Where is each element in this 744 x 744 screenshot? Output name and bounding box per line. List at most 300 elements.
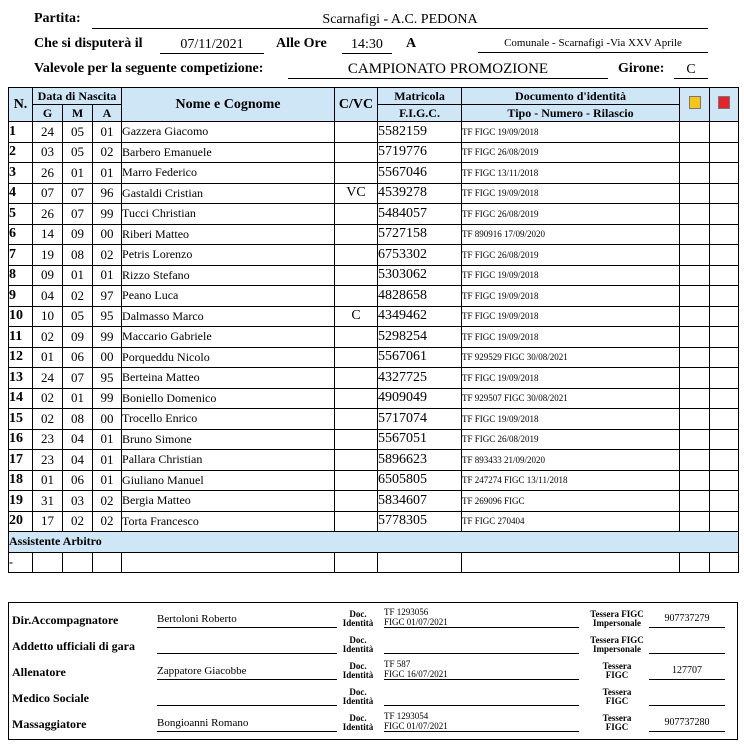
red-card-cell xyxy=(710,511,739,532)
captain-flag xyxy=(335,409,378,430)
documento-identita: TF FIGC 26/08/2019 xyxy=(462,204,680,225)
captain-flag xyxy=(335,327,378,348)
row-number: 15 xyxy=(9,409,33,430)
red-card-cell xyxy=(710,409,739,430)
documento-identita: TF FIGC 13/11/2018 xyxy=(462,163,680,184)
captain-flag xyxy=(335,265,378,286)
matricola-figc: 4909049 xyxy=(378,388,462,409)
row-number: 1 xyxy=(9,122,33,143)
table-row xyxy=(9,142,739,163)
birth-day: 23 xyxy=(33,429,63,450)
doc-label-line1: Doc. xyxy=(349,635,367,645)
birth-day: 09 xyxy=(33,265,63,286)
doc-identita-label xyxy=(339,610,377,628)
documento-identita: TF 893433 21/09/2020 xyxy=(462,450,680,471)
col-red-header xyxy=(710,88,739,122)
birth-year: 01 xyxy=(93,429,122,450)
staff-role-label: Medico Sociale xyxy=(12,691,89,705)
staff-row xyxy=(9,685,739,711)
birth-year: 99 xyxy=(93,327,122,348)
tessera-label-line2: FIGC xyxy=(605,696,629,706)
birth-month: 05 xyxy=(63,142,93,163)
birth-year: 01 xyxy=(93,470,122,491)
yellow-card-cell xyxy=(680,368,710,389)
doc-label-line1: Doc. xyxy=(349,661,367,671)
tessera-label xyxy=(584,610,650,628)
girone-label: Girone: xyxy=(618,61,665,76)
birth-day: 10 xyxy=(33,306,63,327)
captain-flag xyxy=(335,388,378,409)
birth-day: 03 xyxy=(33,142,63,163)
staff-section xyxy=(8,602,738,740)
assistente-entry-row xyxy=(9,552,739,573)
captain-flag xyxy=(335,204,378,225)
birth-year: 95 xyxy=(93,306,122,327)
table-row xyxy=(9,368,739,389)
birth-month: 02 xyxy=(63,286,93,307)
table-cell xyxy=(462,552,680,573)
red-card-cell xyxy=(710,388,739,409)
yellow-card-cell xyxy=(680,142,710,163)
col-n-header: N. xyxy=(9,88,33,122)
staff-role-label: Dir.Accompagnatore xyxy=(12,613,119,627)
doc-identita-label xyxy=(339,714,377,732)
table-cell xyxy=(378,552,462,573)
row-number: 7 xyxy=(9,245,33,266)
birth-day: 02 xyxy=(33,327,63,348)
doc-identita-value xyxy=(384,659,579,680)
doc-identita-label xyxy=(339,688,377,706)
yellow-card-cell xyxy=(680,388,710,409)
doc-label-line2: Identità xyxy=(342,618,374,628)
table-row xyxy=(9,327,739,348)
player-name: Bergia Matteo xyxy=(122,491,335,512)
captain-flag xyxy=(335,163,378,184)
captain-flag xyxy=(335,368,378,389)
birth-month: 07 xyxy=(63,183,93,204)
staff-row xyxy=(9,659,739,685)
table-row xyxy=(9,491,739,512)
staff-row xyxy=(9,607,739,633)
table-row xyxy=(9,388,739,409)
row-number: 18 xyxy=(9,470,33,491)
competizione-value: CAMPIONATO PROMOZIONE xyxy=(288,61,608,79)
staff-name-value: Bertoloni Roberto xyxy=(157,613,337,628)
captain-flag xyxy=(335,245,378,266)
red-card-cell xyxy=(710,122,739,143)
doc-line1: TF 1293054 xyxy=(384,711,429,721)
birth-day: 26 xyxy=(33,163,63,184)
doc-identita-label xyxy=(339,636,377,654)
ore-label: Alle Ore xyxy=(276,36,327,51)
tessera-label xyxy=(584,636,650,654)
doc-label-line2: Identità xyxy=(342,696,374,706)
row-number: 5 xyxy=(9,204,33,225)
red-card-cell xyxy=(710,327,739,348)
player-name: Berteina Matteo xyxy=(122,368,335,389)
tessera-label-line2: Impersonale xyxy=(593,618,641,628)
matricola-figc: 5298254 xyxy=(378,327,462,348)
birth-day: 31 xyxy=(33,491,63,512)
documento-identita: TF 929529 FIGC 30/08/2021 xyxy=(462,347,680,368)
player-name: Torta Francesco xyxy=(122,511,335,532)
col-figc-header: F.I.G.C. xyxy=(378,105,462,122)
table-row xyxy=(9,265,739,286)
birth-month: 06 xyxy=(63,347,93,368)
captain-flag xyxy=(335,347,378,368)
doc-identita-label xyxy=(339,662,377,680)
matricola-figc: 5834607 xyxy=(378,491,462,512)
doc-label-line1: Doc. xyxy=(349,609,367,619)
table-row xyxy=(9,511,739,532)
girone-value: C xyxy=(674,61,708,79)
matricola-figc: 5567051 xyxy=(378,429,462,450)
assistente-label: Assistente Arbitro xyxy=(9,532,739,553)
table-row xyxy=(9,245,739,266)
captain-flag xyxy=(335,491,378,512)
doc-line1: TF 587 xyxy=(384,659,411,669)
row-number: 14 xyxy=(9,388,33,409)
yellow-card-cell xyxy=(680,429,710,450)
tessera-label-line1: Tessera FIGC xyxy=(590,609,644,619)
yellow-card-cell xyxy=(680,245,710,266)
documento-identita: TF FIGC 19/09/2018 xyxy=(462,286,680,307)
birth-day: 19 xyxy=(33,245,63,266)
player-name: Gastaldi Cristian xyxy=(122,183,335,204)
birth-day: 02 xyxy=(33,388,63,409)
doc-identita-value xyxy=(384,607,579,628)
table-row xyxy=(9,347,739,368)
yellow-card-cell xyxy=(680,511,710,532)
table-row xyxy=(9,163,739,184)
birth-day: 26 xyxy=(33,204,63,225)
red-card-cell xyxy=(710,265,739,286)
player-name: Dalmasso Marco xyxy=(122,306,335,327)
table-header-row-1 xyxy=(9,88,739,105)
birth-day: 14 xyxy=(33,224,63,245)
col-m-header: M xyxy=(63,105,93,122)
match-sheet xyxy=(8,5,738,740)
birth-month: 07 xyxy=(63,204,93,225)
matricola-figc: 5778305 xyxy=(378,511,462,532)
documento-identita: TF FIGC 19/09/2018 xyxy=(462,265,680,286)
partita-label: Partita: xyxy=(34,11,81,26)
captain-flag: VC xyxy=(335,183,378,204)
birth-year: 01 xyxy=(93,265,122,286)
documento-identita: TF FIGC 19/09/2018 xyxy=(462,327,680,348)
staff-row xyxy=(9,633,739,659)
red-card-cell xyxy=(710,163,739,184)
matricola-figc: 4327725 xyxy=(378,368,462,389)
tessera-label-line1: Tessera xyxy=(602,713,632,723)
birth-day: 01 xyxy=(33,470,63,491)
matricola-figc: 5303062 xyxy=(378,265,462,286)
table-cell xyxy=(335,552,378,573)
birth-year: 99 xyxy=(93,388,122,409)
matricola-figc: 4539278 xyxy=(378,183,462,204)
birth-month: 04 xyxy=(63,429,93,450)
captain-flag xyxy=(335,470,378,491)
doc-identita-value xyxy=(384,711,579,732)
staff-role-label: Addetto ufficiali di gara xyxy=(12,639,135,653)
tessera-value xyxy=(649,691,725,706)
staff-role-label: Massaggiatore xyxy=(12,717,87,731)
red-card-cell xyxy=(710,142,739,163)
birth-month: 01 xyxy=(63,163,93,184)
table-row xyxy=(9,409,739,430)
matricola-figc: 6753302 xyxy=(378,245,462,266)
matricola-figc: 5896623 xyxy=(378,450,462,471)
doc-label-line2: Identità xyxy=(342,644,374,654)
red-card-cell xyxy=(710,204,739,225)
red-card-cell xyxy=(710,450,739,471)
matricola-figc: 4349462 xyxy=(378,306,462,327)
birth-year: 00 xyxy=(93,409,122,430)
red-card-cell xyxy=(710,429,739,450)
birth-day: 01 xyxy=(33,347,63,368)
staff-role-label: Allenatore xyxy=(12,665,66,679)
col-nome-header: Nome e Cognome xyxy=(122,88,335,122)
assistente-dash: - xyxy=(9,552,33,573)
row-number: 12 xyxy=(9,347,33,368)
yellow-card-cell xyxy=(680,204,710,225)
yellow-card-cell xyxy=(680,470,710,491)
assistente-row xyxy=(9,532,739,553)
table-row xyxy=(9,306,739,327)
table-cell xyxy=(93,552,122,573)
row-number: 16 xyxy=(9,429,33,450)
doc-label-line1: Doc. xyxy=(349,713,367,723)
player-name: Pallara Christian xyxy=(122,450,335,471)
tessera-value xyxy=(649,639,725,654)
player-name: Riberi Matteo xyxy=(122,224,335,245)
doc-line2: FIGC 01/07/2021 xyxy=(384,721,448,731)
documento-identita: TF FIGC 19/09/2018 xyxy=(462,183,680,204)
doc-label-line1: Doc. xyxy=(349,687,367,697)
player-name: Boniello Domenico xyxy=(122,388,335,409)
birth-month: 03 xyxy=(63,491,93,512)
yellow-card-cell xyxy=(680,265,710,286)
documento-identita: TF FIGC 19/09/2018 xyxy=(462,368,680,389)
doc-identita-value xyxy=(384,633,579,654)
red-card-cell xyxy=(710,368,739,389)
matricola-figc: 5727158 xyxy=(378,224,462,245)
birth-year: 00 xyxy=(93,224,122,245)
doc-line1: TF 1293056 xyxy=(384,607,429,617)
documento-identita: TF FIGC 270404 xyxy=(462,511,680,532)
tessera-label xyxy=(584,714,650,732)
yellow-card-cell xyxy=(680,122,710,143)
captain-flag xyxy=(335,142,378,163)
red-card-icon xyxy=(718,96,730,109)
documento-identita: TF FIGC 26/08/2019 xyxy=(462,142,680,163)
tessera-label-line2: FIGC xyxy=(605,722,629,732)
table-cell xyxy=(122,552,335,573)
yellow-card-cell xyxy=(680,286,710,307)
tessera-label-line1: Tessera xyxy=(602,687,632,697)
row-number: 20 xyxy=(9,511,33,532)
yellow-card-cell xyxy=(680,491,710,512)
documento-identita: TF FIGC 19/09/2018 xyxy=(462,409,680,430)
captain-flag: C xyxy=(335,306,378,327)
birth-year: 02 xyxy=(93,245,122,266)
data-value: 07/11/2021 xyxy=(160,36,264,54)
captain-flag xyxy=(335,224,378,245)
yellow-card-cell xyxy=(680,224,710,245)
matricola-figc: 5719776 xyxy=(378,142,462,163)
birth-year: 00 xyxy=(93,347,122,368)
documento-identita: TF 269096 FIGC xyxy=(462,491,680,512)
a-label: A xyxy=(406,36,417,51)
birth-day: 04 xyxy=(33,286,63,307)
birth-year: 01 xyxy=(93,163,122,184)
table-row xyxy=(9,122,739,143)
table-cell xyxy=(710,552,739,573)
matricola-figc: 4828658 xyxy=(378,286,462,307)
documento-identita: TF FIGC 19/09/2018 xyxy=(462,122,680,143)
documento-identita: TF 929507 FIGC 30/08/2021 xyxy=(462,388,680,409)
yellow-card-cell xyxy=(680,347,710,368)
birth-year: 95 xyxy=(93,368,122,389)
header-partita-row xyxy=(8,9,738,31)
player-name: Maccario Gabriele xyxy=(122,327,335,348)
birth-year: 02 xyxy=(93,142,122,163)
yellow-card-cell xyxy=(680,163,710,184)
birth-year: 97 xyxy=(93,286,122,307)
tessera-label-line2: FIGC xyxy=(605,670,629,680)
table-row xyxy=(9,470,739,491)
col-cvc-header: C/VC xyxy=(335,88,378,122)
tessera-label-line1: Tessera FIGC xyxy=(590,635,644,645)
ore-value: 14:30 xyxy=(342,36,392,54)
row-number: 17 xyxy=(9,450,33,471)
birth-day: 24 xyxy=(33,122,63,143)
captain-flag xyxy=(335,122,378,143)
tessera-label xyxy=(584,688,650,706)
table-row xyxy=(9,204,739,225)
tessera-value: 907737279 xyxy=(649,613,725,628)
row-number: 6 xyxy=(9,224,33,245)
staff-name-value xyxy=(157,691,337,706)
player-name: Marro Federico xyxy=(122,163,335,184)
staff-name-value: Zappatore Giacobbe xyxy=(157,665,337,680)
doc-line2: FIGC 16/07/2021 xyxy=(384,669,448,679)
red-card-cell xyxy=(710,491,739,512)
player-name: Gazzera Giacomo xyxy=(122,122,335,143)
row-number: 8 xyxy=(9,265,33,286)
partita-value: Scarnafigi - A.C. PEDONA xyxy=(92,11,708,29)
yellow-card-cell xyxy=(680,306,710,327)
documento-identita: TF FIGC 26/08/2019 xyxy=(462,245,680,266)
birth-month: 06 xyxy=(63,470,93,491)
captain-flag xyxy=(335,286,378,307)
table-row xyxy=(9,286,739,307)
matricola-figc: 5582159 xyxy=(378,122,462,143)
birth-month: 09 xyxy=(63,224,93,245)
competizione-label: Valevole per la seguente competizione: xyxy=(34,61,264,76)
header-competizione-row xyxy=(8,57,738,79)
tessera-value: 907737280 xyxy=(649,717,725,732)
red-card-cell xyxy=(710,286,739,307)
row-number: 10 xyxy=(9,306,33,327)
birth-month: 07 xyxy=(63,368,93,389)
matricola-figc: 5717074 xyxy=(378,409,462,430)
birth-month: 08 xyxy=(63,409,93,430)
doc-line2: FIGC 01/07/2021 xyxy=(384,617,448,627)
matricola-figc: 5567061 xyxy=(378,347,462,368)
tessera-label-line2: Impersonale xyxy=(593,644,641,654)
col-matricola-header: Matricola xyxy=(378,88,462,105)
documento-identita: TF 890916 17/09/2020 xyxy=(462,224,680,245)
player-name: Tucci Christian xyxy=(122,204,335,225)
player-name: Petris Lorenzo xyxy=(122,245,335,266)
tessera-label xyxy=(584,662,650,680)
red-card-cell xyxy=(710,347,739,368)
birth-month: 01 xyxy=(63,388,93,409)
birth-year: 01 xyxy=(93,122,122,143)
luogo-value: Comunale - Scarnafigi -Via XXV Aprile xyxy=(478,35,708,53)
matricola-figc: 5484057 xyxy=(378,204,462,225)
red-card-cell xyxy=(710,183,739,204)
doc-label-line2: Identità xyxy=(342,670,374,680)
row-number: 19 xyxy=(9,491,33,512)
red-card-cell xyxy=(710,470,739,491)
yellow-card-icon xyxy=(689,96,701,109)
doc-identita-value xyxy=(384,685,579,706)
yellow-card-cell xyxy=(680,183,710,204)
table-row xyxy=(9,450,739,471)
birth-month: 09 xyxy=(63,327,93,348)
table-cell xyxy=(680,552,710,573)
tessera-label-line1: Tessera xyxy=(602,661,632,671)
birth-year: 02 xyxy=(93,511,122,532)
table-cell xyxy=(33,552,63,573)
birth-year: 96 xyxy=(93,183,122,204)
birth-day: 24 xyxy=(33,368,63,389)
birth-day: 17 xyxy=(33,511,63,532)
birth-month: 05 xyxy=(63,306,93,327)
table-cell xyxy=(63,552,93,573)
col-g-header: G xyxy=(33,105,63,122)
birth-day: 02 xyxy=(33,409,63,430)
red-card-cell xyxy=(710,245,739,266)
birth-year: 02 xyxy=(93,491,122,512)
birth-month: 08 xyxy=(63,245,93,266)
doc-label-line2: Identità xyxy=(342,722,374,732)
row-number: 9 xyxy=(9,286,33,307)
birth-month: 01 xyxy=(63,265,93,286)
row-number: 4 xyxy=(9,183,33,204)
col-data-header: Data di Nascita xyxy=(33,88,122,105)
birth-year: 01 xyxy=(93,450,122,471)
data-label: Che si disputerà il xyxy=(34,36,143,51)
row-number: 11 xyxy=(9,327,33,348)
col-doc-sub-header: Tipo - Numero - Rilascio xyxy=(462,105,680,122)
red-card-cell xyxy=(710,306,739,327)
documento-identita: TF 247274 FIGC 13/11/2018 xyxy=(462,470,680,491)
table-row xyxy=(9,429,739,450)
red-card-cell xyxy=(710,224,739,245)
players-table xyxy=(8,87,739,573)
player-name: Trocello Enrico xyxy=(122,409,335,430)
tessera-value: 127707 xyxy=(649,665,725,680)
player-name: Bruno Simone xyxy=(122,429,335,450)
yellow-card-cell xyxy=(680,450,710,471)
col-a-header: A xyxy=(93,105,122,122)
player-name: Giuliano Manuel xyxy=(122,470,335,491)
row-number: 13 xyxy=(9,368,33,389)
birth-year: 99 xyxy=(93,204,122,225)
